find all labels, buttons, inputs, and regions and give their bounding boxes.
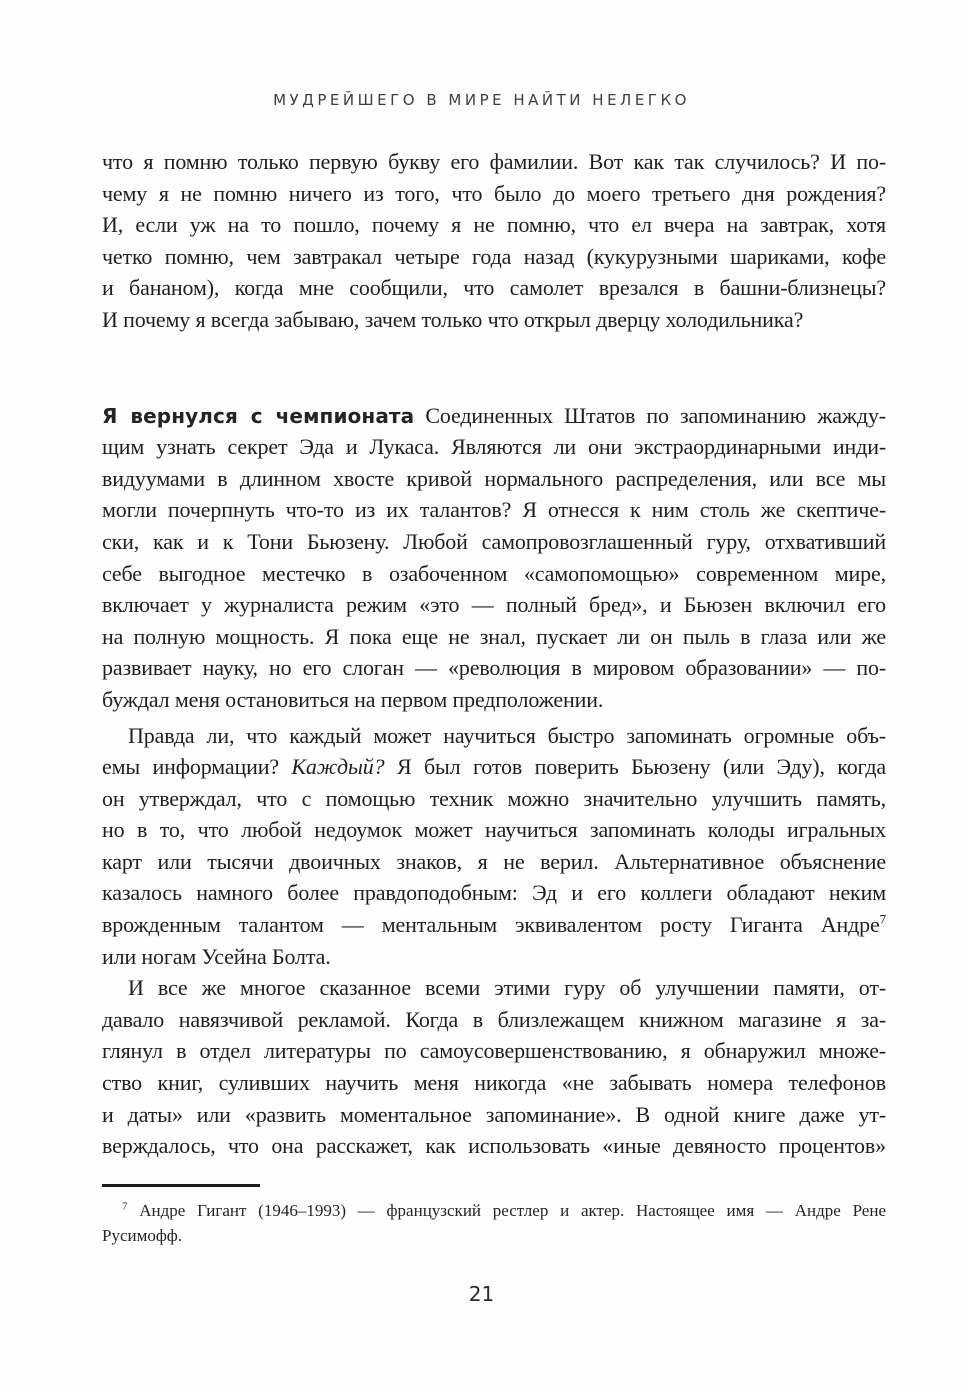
text-line bbox=[102, 400, 886, 432]
text-line: но в то, что любой недоумок может научиться запоминать колоды игральных bbox=[102, 817, 886, 843]
paragraph-2-section-opening bbox=[102, 400, 886, 716]
text-line: Правда ли, что каждый может научиться быстро запоминать огромные объ- bbox=[128, 722, 886, 748]
text-line: включает у журналиста режим «это — полный бред», и Бьюзен включил его bbox=[102, 592, 886, 618]
text-line: развивает науку, но его слоган — «революция в мировом образовании» — по- bbox=[102, 655, 886, 681]
footnote-block bbox=[102, 1184, 886, 1248]
footnote-text: Андре Гигант (1946–1993) — французский рестлер и актер. Настоящее имя — Андре Рене bbox=[127, 1200, 886, 1220]
text-line: что я помню только первую букву его фамилии. Вот как так случилось? И по- bbox=[102, 149, 886, 174]
text-line: И, если уж на то пошло, почему я не помню, что ел вчера на завтрак, хотя bbox=[102, 212, 886, 238]
footnote-text-line bbox=[102, 1198, 886, 1223]
text-line: четко помню, чем завтракал четыре года назад (кукурузными шариками, кофе bbox=[102, 243, 886, 269]
text-line bbox=[102, 909, 886, 941]
footnote-text-line: Русимофф. bbox=[102, 1225, 183, 1245]
text-line: И почему я всегда забываю, зачем только что открыл дверцу холодильника? bbox=[102, 306, 804, 332]
text-segment: врожденным талантом — ментальным эквивалентом росту Гиганта Андре bbox=[102, 912, 880, 938]
paragraph-3 bbox=[102, 720, 886, 973]
text-segment: Я был готов поверить Бьюзену (или Эду), когда bbox=[384, 754, 886, 780]
text-line: и даты» или «развить моментальное запоминание». В одной книге даже ут- bbox=[102, 1101, 886, 1127]
page-text bbox=[102, 146, 886, 1162]
text-line: ство книг, суливших научить меня никогда «не забывать номера телефонов bbox=[102, 1070, 886, 1096]
text-line: чему я не помню ничего из того, что было до моего третьего дня рождения? bbox=[102, 180, 886, 206]
italic-text: Каждый? bbox=[291, 754, 385, 780]
footnote-number: 7 bbox=[122, 1199, 128, 1212]
section-opener-bold: Я вернулся с чемпионата bbox=[102, 403, 415, 428]
text-line bbox=[102, 751, 886, 783]
text-line: видуумами в длинном хвосте кривой нормального распределения, или все мы bbox=[102, 465, 886, 491]
text-line: и бананом), когда мне сообщили, что самолет врезался в башни-близнецы? bbox=[102, 275, 886, 301]
text-line: давало навязчивой рекламой. Когда в близлежащем книжном магазине я за- bbox=[102, 1006, 886, 1032]
text-line: ски, как и к Тони Бьюзену. Любой самопровозглашенный гуру, отхвативший bbox=[102, 528, 886, 554]
paragraph-1 bbox=[102, 146, 886, 336]
text-line: казалось намного более правдоподобным: Эд и его коллеги обладают неким bbox=[102, 880, 886, 906]
text-segment: Соединенных Штатов по запоминанию жажду- bbox=[414, 402, 886, 428]
text-line: карт или тысячи двоичных знаков, я не верил. Альтернативное объяснение bbox=[102, 848, 886, 874]
running-head: МУДРЕЙШЕГО В МИРЕ НАЙТИ НЕЛЕГКО bbox=[273, 91, 690, 109]
text-line: глянул в отдел литературы по самоусовершенствованию, я обнаружил множе- bbox=[102, 1038, 886, 1064]
text-line: на полную мощность. Я пока еще не знал, пускает ли он пыль в глаза или же bbox=[102, 623, 886, 649]
text-segment: емы информации? bbox=[102, 754, 292, 780]
text-line: себе выгодное местечко в озабоченном «самопомощью» современном мире, bbox=[102, 560, 886, 586]
footnote-reference-marker: 7 bbox=[879, 911, 886, 927]
text-line: И все же многое сказанное всеми этими гуру об улучшении памяти, от- bbox=[128, 975, 886, 1001]
text-line: могли почерпнуть что-то из их талантов? Я отнесся к ним столь же скептиче- bbox=[102, 497, 886, 523]
page-number: 21 bbox=[468, 1282, 495, 1306]
text-line: буждал меня остановиться на первом предположении. bbox=[102, 686, 604, 712]
text-line: или ногам Усейна Болта. bbox=[102, 943, 331, 969]
paragraph-4 bbox=[102, 972, 886, 1162]
text-line: щим узнать секрет Эда и Лукаса. Являются ли они экстраординарными инди- bbox=[102, 434, 886, 460]
footnote-separator-rule bbox=[102, 1184, 260, 1187]
text-line: он утверждал, что с помощью техник можно значительно улучшить память, bbox=[102, 785, 886, 811]
text-line: верждалось, что она расскажет, как использовать «иные девяносто процентов» bbox=[102, 1133, 886, 1159]
